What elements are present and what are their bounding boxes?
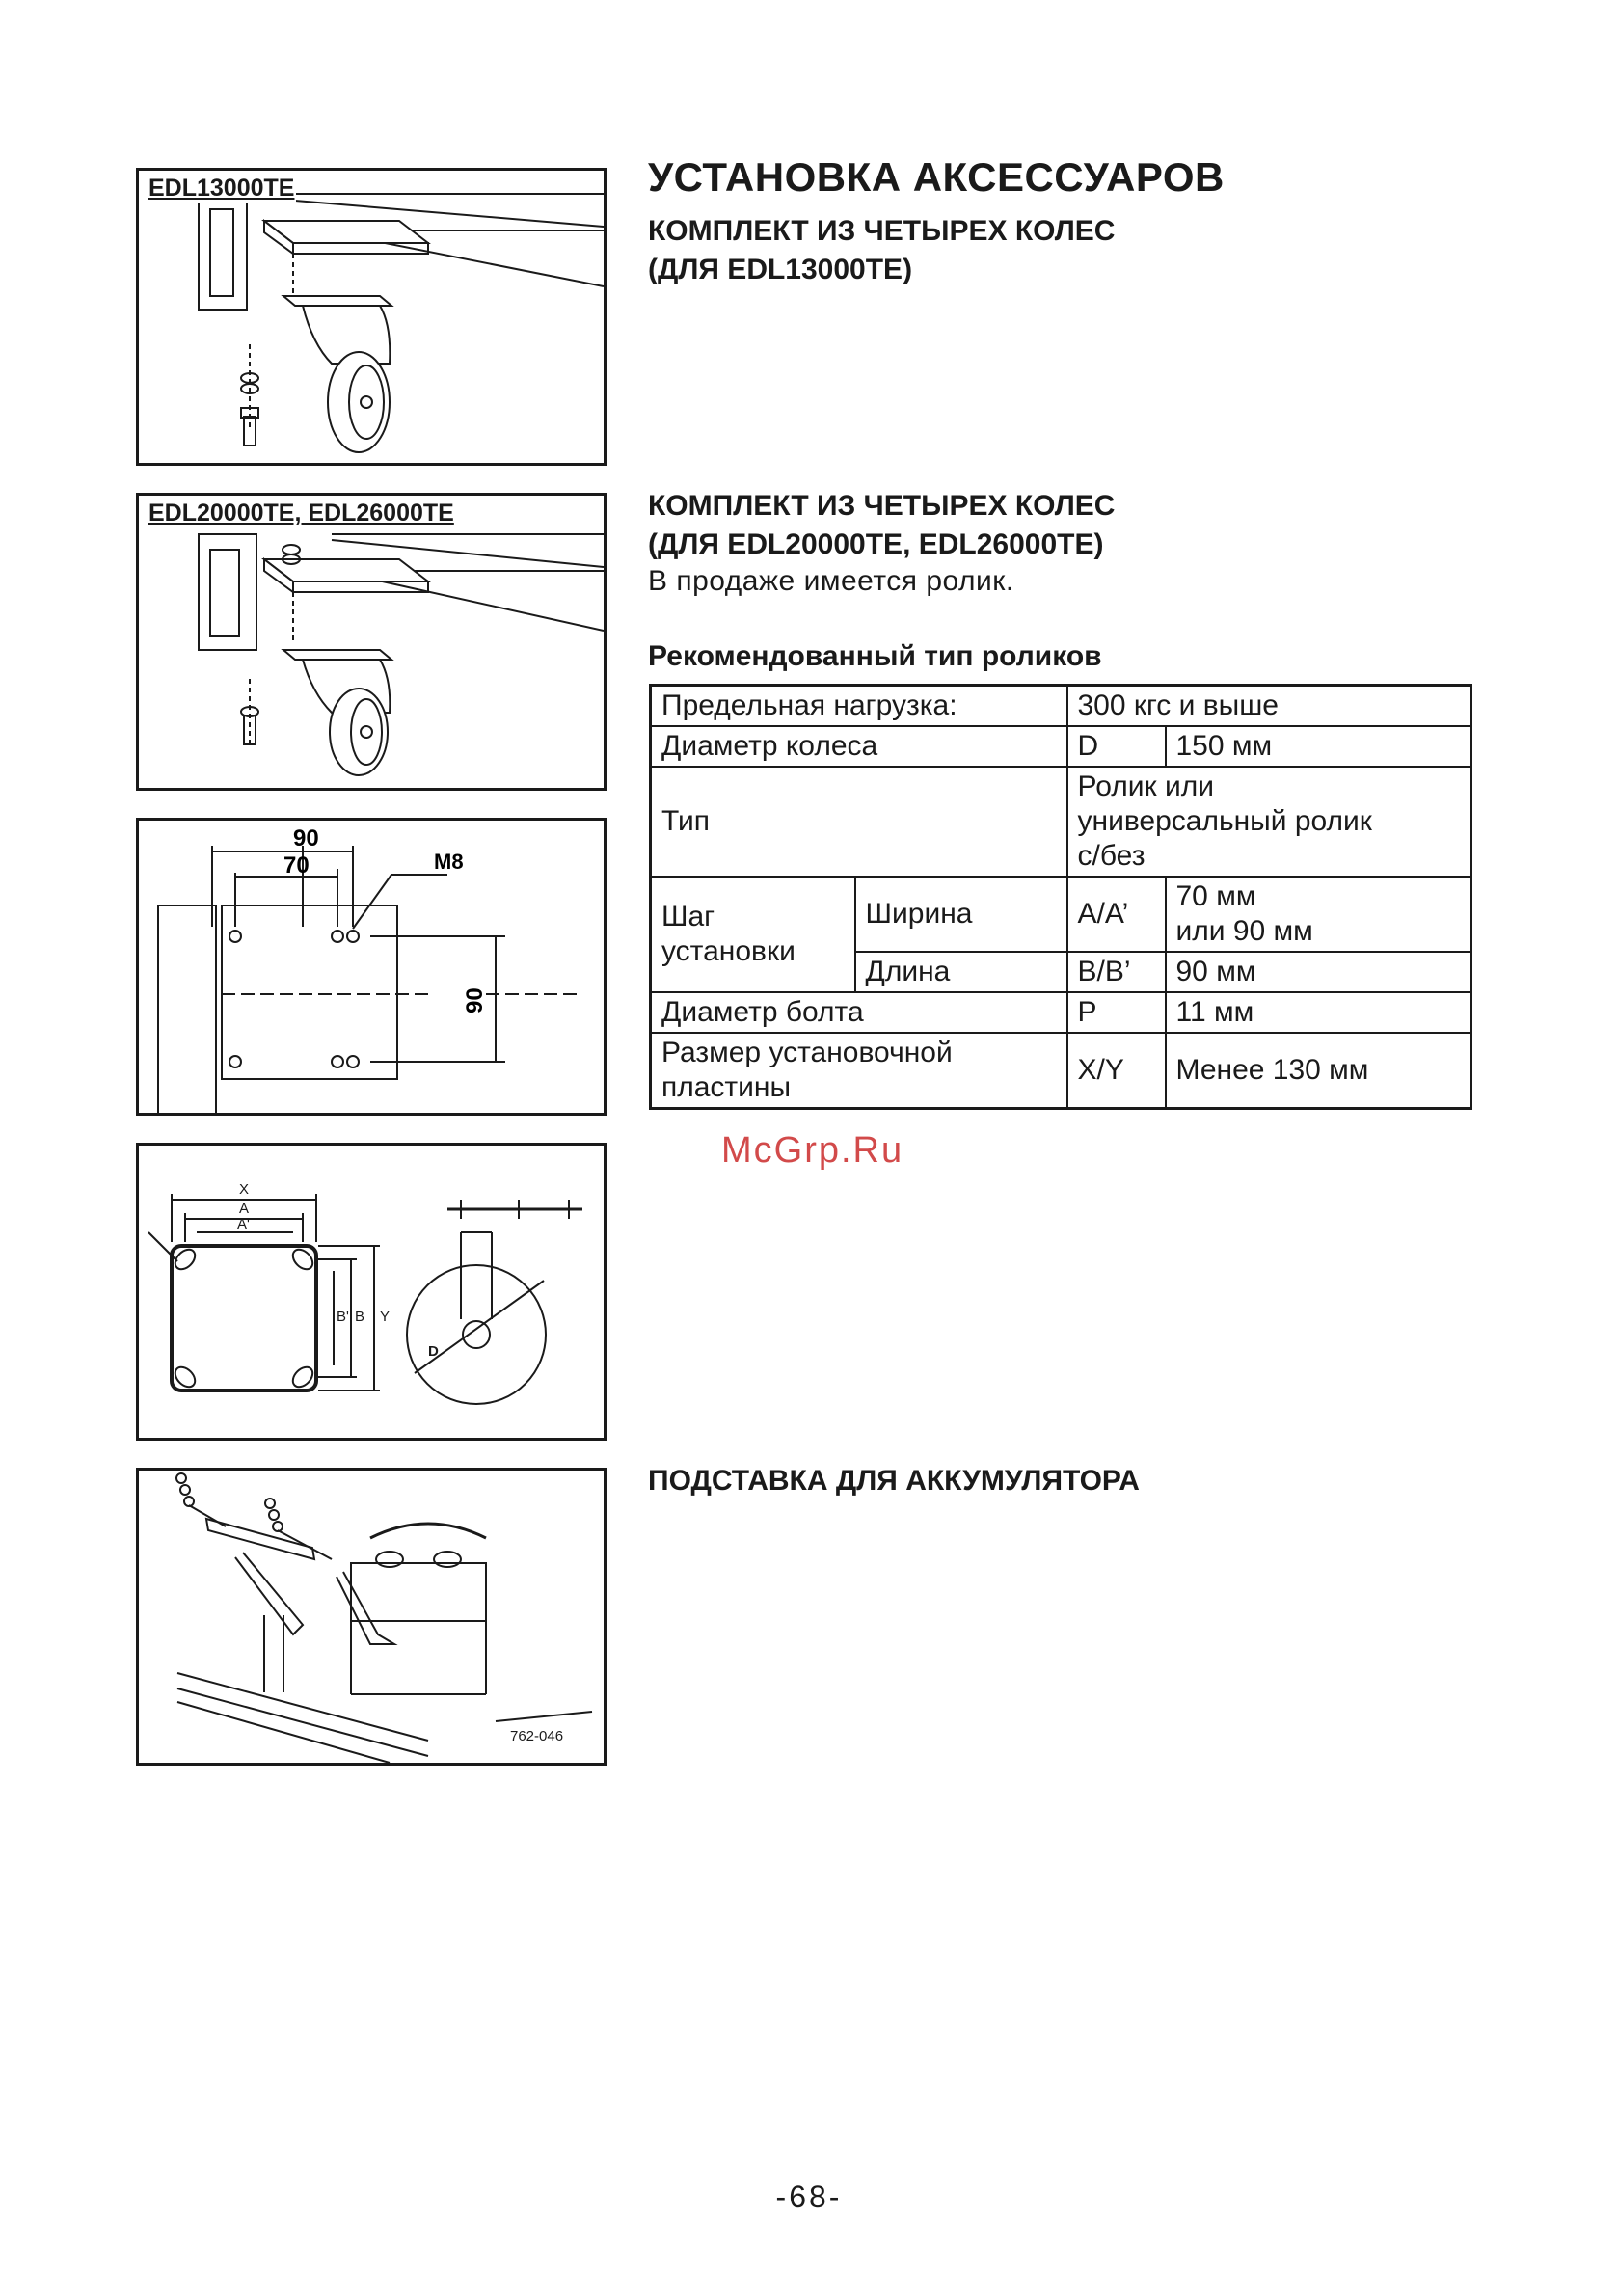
figure-battery-stand <box>136 1468 607 1766</box>
subheading-battery-stand: ПОДСТАВКА ДЛЯ АККУМУЛЯТОРА <box>648 1465 1140 1497</box>
bolt-pattern-diagram <box>139 821 604 1113</box>
table-cell: 11 мм <box>1166 992 1471 1033</box>
table-cell: Менее 130 мм <box>1166 1033 1471 1109</box>
table-cell: Диаметр болта <box>651 992 1067 1033</box>
table-cell: Ширина <box>855 877 1067 952</box>
watermark: McGrp.Ru <box>721 1130 904 1171</box>
table-cell: Предельная нагрузка: <box>651 686 1067 727</box>
table-cell: P <box>1067 992 1166 1033</box>
dim-b-prime: B' <box>337 1309 349 1325</box>
table-cell: Шаг установки <box>651 877 855 992</box>
table-cell: X/Y <box>1067 1033 1166 1109</box>
figure-wheel-kit-edl20000te <box>136 493 607 791</box>
table-heading: Рекомендованный тип роликов <box>648 640 1102 672</box>
figure-wheel-kit-edl13000te <box>136 168 607 466</box>
table-cell: Ролик или универсальный ролик с/без <box>1067 767 1471 877</box>
table-cell: B/B’ <box>1067 952 1166 992</box>
availability-note: В продаже имеется ролик. <box>648 565 1014 597</box>
wheel-mount-illustration-large <box>139 496 604 788</box>
dim-90-side: 90 <box>462 987 488 1013</box>
dim-d: D <box>428 1343 439 1360</box>
table-row <box>651 1033 1471 1109</box>
figure-caster-dimensions <box>136 1143 607 1441</box>
figure-label: EDL13000TE <box>148 175 295 202</box>
subheading-kit-20000: КОМПЛЕКТ ИЗ ЧЕТЫРЕХ КОЛЕС (ДЛЯ EDL20000TE, EDL26000TE) <box>648 490 1116 560</box>
table-cell: D <box>1067 726 1166 767</box>
dim-b: B <box>355 1309 365 1325</box>
figure-code: 762-046 <box>510 1728 564 1744</box>
table-cell: Диаметр колеса <box>651 726 1067 767</box>
table-cell: Размер установочной пластины <box>651 1033 1067 1109</box>
table-cell: 300 кгс и выше <box>1067 686 1471 727</box>
battery-stand-illustration <box>139 1471 604 1763</box>
wheel-mount-illustration <box>139 171 604 463</box>
figure-bolt-pattern <box>136 818 607 1116</box>
table-cell: Длина <box>855 952 1067 992</box>
dim-90-top: 90 <box>293 825 319 851</box>
table-cell: 70 мм или 90 мм <box>1166 877 1471 952</box>
table-cell: 90 мм <box>1166 952 1471 992</box>
table-row <box>651 726 1471 767</box>
table-cell: A/A’ <box>1067 877 1166 952</box>
subheading-kit-13000: КОМПЛЕКТ ИЗ ЧЕТЫРЕХ КОЛЕС (ДЛЯ EDL13000TE) <box>648 215 1116 285</box>
table-row <box>651 992 1471 1033</box>
table-row <box>651 686 1471 727</box>
dim-a: A <box>239 1201 250 1217</box>
table-cell: 150 мм <box>1166 726 1471 767</box>
dim-x: X <box>239 1181 250 1198</box>
dim-a-prime: A' <box>237 1216 250 1232</box>
table-cell: Тип <box>651 767 1067 877</box>
page-number: -68- <box>775 2179 843 2214</box>
figure-label: EDL20000TE, EDL26000TE <box>148 500 454 527</box>
dim-y: Y <box>380 1309 391 1325</box>
page-title: УСТАНОВКА АКСЕССУАРОВ <box>648 154 1225 200</box>
caster-spec-table <box>649 684 1472 1110</box>
table-row <box>651 877 1471 952</box>
bolt-size-m8: M8 <box>434 850 464 874</box>
dim-70: 70 <box>283 852 310 878</box>
table-row <box>651 767 1471 877</box>
caster-plate-diagram <box>139 1146 604 1438</box>
